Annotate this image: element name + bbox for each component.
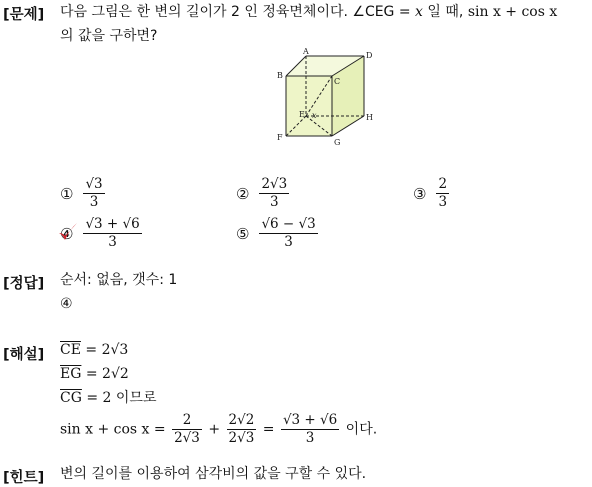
vertex-F: F <box>277 133 283 142</box>
problem-text <box>60 0 584 48</box>
vertex-H: H <box>366 113 373 122</box>
choice-5-number: ⑤ <box>236 224 250 243</box>
choice-1-number: ① <box>60 184 74 203</box>
segment-cg: $\overline{CG}$ <box>60 390 82 406</box>
solution-body <box>60 338 584 447</box>
solution-label: [해설] <box>3 347 45 363</box>
choice-4-number-wrap <box>60 225 73 243</box>
equals-sign: = <box>262 421 275 438</box>
choice-3-denominator: 3 <box>438 194 448 210</box>
vertex-E: E <box>299 110 305 119</box>
choice-1-fraction <box>83 176 104 211</box>
problem-line-1 <box>60 0 584 24</box>
choice-5-fraction <box>259 216 317 251</box>
problem-label: [문제] <box>3 7 45 23</box>
cube-figure <box>272 48 382 153</box>
choice-1-denominator: 3 <box>89 194 99 210</box>
choice-4[interactable] <box>60 216 144 251</box>
choice-3-numerator: 2 <box>438 176 448 192</box>
solution-line-ce <box>60 338 584 362</box>
choice-4-fraction <box>83 216 141 251</box>
vertex-G: G <box>334 138 341 147</box>
segment-ce: $\overline{CE}$ <box>60 342 81 358</box>
final-fraction-2-den: 2√3 <box>228 430 255 446</box>
choice-2[interactable] <box>236 176 291 211</box>
solution-final-line <box>60 412 584 447</box>
final-fraction-2-num: 2√2 <box>228 412 255 428</box>
choice-4-denominator: 3 <box>108 234 117 250</box>
problem-expression: sin x + cos x <box>467 4 558 20</box>
final-tail: 이다. <box>345 421 378 438</box>
plus-sign: + <box>208 421 221 438</box>
solution-line-eg <box>60 362 584 386</box>
final-lhs: sin x + cos x = <box>60 421 166 438</box>
segment-ce-value: = 2√3 <box>85 342 129 358</box>
vertex-A: A <box>303 48 309 56</box>
hint-label: [힌트] <box>3 470 45 486</box>
final-fraction-3-num: √3 + √6 <box>282 412 338 428</box>
choice-3[interactable] <box>413 176 451 211</box>
final-fraction-3-den: 3 <box>305 430 315 446</box>
final-fraction-1-num: 2 <box>172 412 202 430</box>
vertex-B: B <box>277 71 283 80</box>
check-mark-icon <box>56 221 78 243</box>
choice-2-denominator: 3 <box>270 194 279 210</box>
choice-1-numerator: √3 <box>85 176 103 192</box>
choice-5-denominator: 3 <box>284 234 293 250</box>
choice-1[interactable] <box>60 176 107 211</box>
final-fraction-1-den: 2√3 <box>174 430 200 446</box>
answer-line-1: 순서: 없음, 갯수: 1 <box>60 272 178 288</box>
solution-line-cg <box>60 386 584 410</box>
final-fraction-3 <box>281 412 339 447</box>
problem-text-part-a: 다음 그림은 한 변의 길이가 2 인 정육면체이다. ∠CEG = <box>60 4 411 20</box>
choice-2-fraction <box>259 176 289 211</box>
choice-3-number: ③ <box>413 184 427 203</box>
hint-text: 변의 길이를 이용하여 삼각비의 값을 구할 수 있다. <box>60 466 367 482</box>
final-fraction-1 <box>172 412 202 447</box>
problem-var-x: x <box>415 4 423 20</box>
final-fraction-2 <box>227 412 257 447</box>
choice-3-fraction <box>436 176 449 211</box>
answer-body <box>60 268 584 316</box>
choice-5-numerator: √6 − √3 <box>261 216 316 232</box>
choice-5[interactable] <box>236 216 320 251</box>
problem-line-2: 의 값을 구하면? <box>60 28 158 44</box>
choice-2-number: ② <box>236 184 250 203</box>
segment-eg-value: = 2√2 <box>85 366 129 382</box>
answer-line-2: ④ <box>60 296 73 312</box>
choice-4-number: ④ <box>60 224 74 243</box>
answer-label: [정답] <box>3 276 45 292</box>
segment-eg: $\overline{EG}$ <box>60 366 82 382</box>
vertex-D: D <box>366 51 373 60</box>
choice-2-numerator: 2√3 <box>261 176 288 192</box>
segment-cg-value: = 2 이므로 <box>86 390 157 406</box>
problem-text-part-b: 일 때, <box>427 4 464 20</box>
angle-x-label: x <box>312 111 317 120</box>
choice-4-numerator: √3 + √6 <box>85 216 140 232</box>
vertex-C: C <box>334 77 341 86</box>
